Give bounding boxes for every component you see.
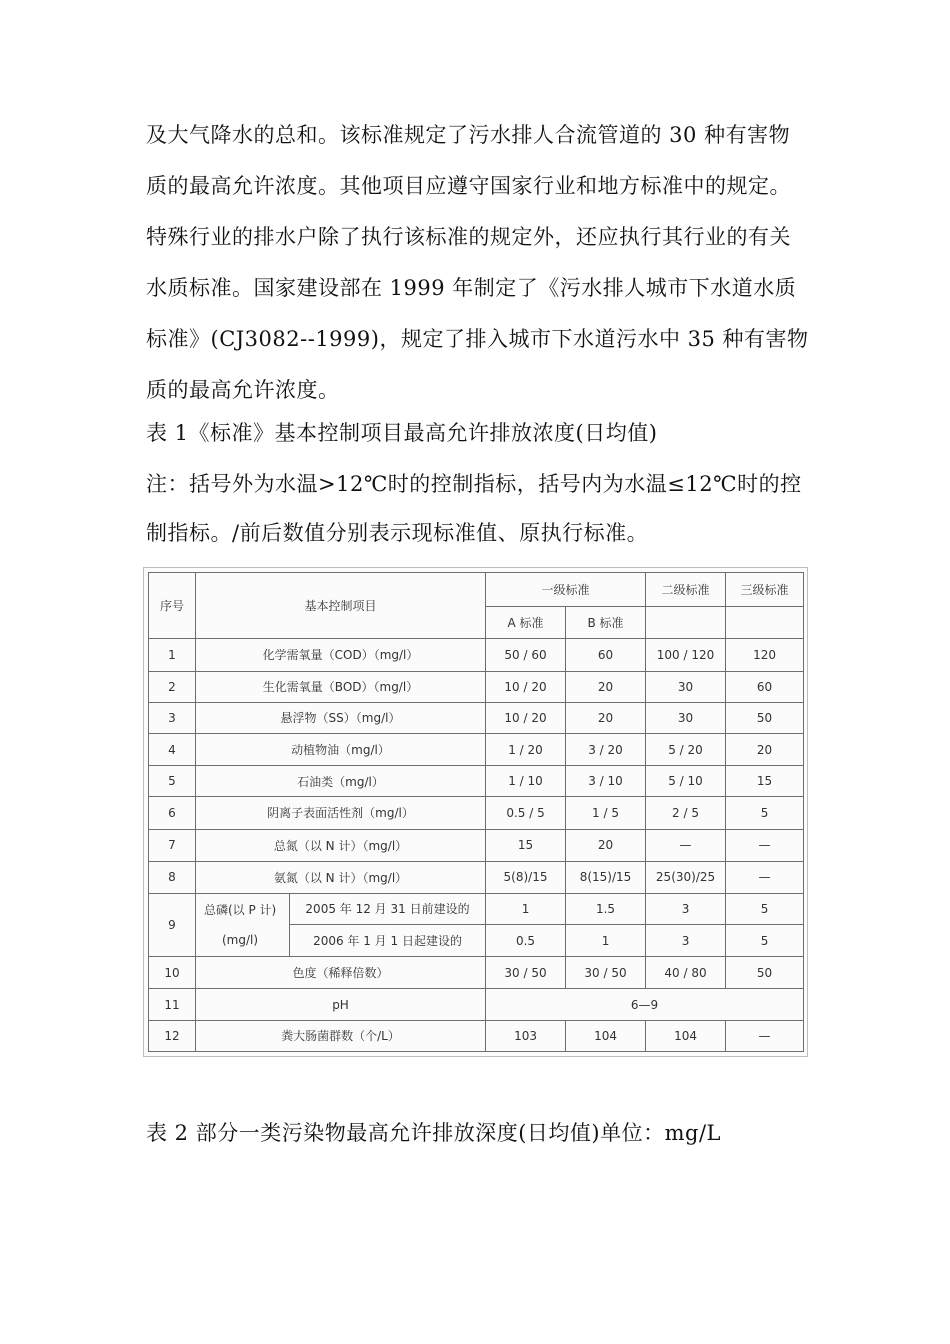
row9-sub1-grade2: 3 — [646, 893, 726, 924]
standards-table-figure — [143, 567, 808, 1057]
table-row — [149, 829, 804, 861]
table-row — [149, 989, 804, 1020]
row-grade2: — — [646, 829, 726, 861]
header-grade1: 一级标准 — [486, 573, 646, 607]
paragraph-line: 标准》(CJ3082--1999)，规定了排入城市下水道污水中 35 种有害物 — [146, 327, 809, 351]
paragraph-line: 及大气降水的总和。该标准规定了污水排人合流管道的 30 种有害物 — [146, 123, 791, 147]
row-grade1-b: 20 — [566, 829, 646, 861]
row-grade3: 50 — [726, 702, 804, 733]
row-seq: 12 — [149, 1020, 196, 1051]
row-grade2: 2 / 5 — [646, 797, 726, 829]
row-grade2: 5 / 20 — [646, 733, 726, 765]
row9-sub1-grade3: 5 — [726, 893, 804, 924]
table-row — [149, 639, 804, 671]
row-grade1-b: 8(15)/15 — [566, 861, 646, 893]
row-grade2: 25(30)/25 — [646, 861, 726, 893]
row-grade1-a: 103 — [486, 1020, 566, 1051]
row9-sub2-grade1-a: 0.5 — [486, 925, 566, 957]
row-grade1-b: 30 / 50 — [566, 957, 646, 989]
row-grade2: 5 / 10 — [646, 766, 726, 797]
row-grade1-a: 10 / 20 — [486, 671, 566, 702]
row9-sub2-grade3: 5 — [726, 925, 804, 957]
row-grade1-b: 3 / 10 — [566, 766, 646, 797]
row-grade3: 15 — [726, 766, 804, 797]
row-grade2: 104 — [646, 1020, 726, 1051]
row-seq: 9 — [149, 893, 196, 956]
header-grade1-b: B 标准 — [566, 607, 646, 639]
header-grade2-blank — [646, 607, 726, 639]
row-grade2: 40 / 80 — [646, 957, 726, 989]
table-row — [149, 957, 804, 989]
row-seq: 4 — [149, 733, 196, 765]
paragraph-line: 质的最高允许浓度。其他项目应遵守国家行业和地方标准中的规定。 — [146, 174, 791, 198]
row-grade3: 50 — [726, 957, 804, 989]
table-row — [149, 733, 804, 765]
row-grade1-b: 3 / 20 — [566, 733, 646, 765]
row-grade1-b: 60 — [566, 639, 646, 671]
row-item: 色度（稀释倍数） — [196, 957, 486, 989]
row-grade3: — — [726, 861, 804, 893]
row-grade1-b: 20 — [566, 702, 646, 733]
row-grade1-b: 1 / 5 — [566, 797, 646, 829]
header-grade1-a: A 标准 — [486, 607, 566, 639]
row-grade2: 30 — [646, 702, 726, 733]
row9-sub2-label: 2006 年 1 月 1 日起建设的 — [290, 925, 486, 957]
row-grade1-a: 5(8)/15 — [486, 861, 566, 893]
row-ph-range: 6—9 — [486, 989, 804, 1020]
row-grade3: 60 — [726, 671, 804, 702]
row-seq: 2 — [149, 671, 196, 702]
row-grade1-a: 10 / 20 — [486, 702, 566, 733]
paragraph-line: 特殊行业的排水户除了执行该标准的规定外，还应执行其行业的有关 — [146, 225, 791, 249]
table-row — [149, 671, 804, 702]
row9-sub1-label: 2005 年 12 月 31 日前建设的 — [290, 893, 486, 924]
row-seq: 10 — [149, 957, 196, 989]
table2-caption: 表 2 部分一类污染物最高允许排放深度(日均值)单位：mg/L — [146, 1121, 721, 1145]
row-item: 化学需氧量（COD）（mg/l） — [196, 639, 486, 671]
row-grade3: 120 — [726, 639, 804, 671]
row-grade3: — — [726, 1020, 804, 1051]
row-grade3: 5 — [726, 797, 804, 829]
table-row — [149, 1020, 804, 1051]
note-line-2: 制指标。/前后数值分别表示现标准值、原执行标准。 — [146, 521, 649, 545]
row9-sub1-grade1-a: 1 — [486, 893, 566, 924]
table-row — [149, 925, 804, 957]
paragraph-line: 水质标准。国家建设部在 1999 年制定了《污水排人城市下水道水质 — [146, 276, 797, 300]
row-item: 悬浮物（SS）（mg/l） — [196, 702, 486, 733]
table-header-row — [149, 573, 804, 607]
table-row — [149, 861, 804, 893]
row-grade1-a: 50 / 60 — [486, 639, 566, 671]
header-grade2: 二级标准 — [646, 573, 726, 607]
row-seq: 5 — [149, 766, 196, 797]
row-item: 氨氮（以 N 计）（mg/l） — [196, 861, 486, 893]
row-seq: 3 — [149, 702, 196, 733]
row-grade2: 100 / 120 — [646, 639, 726, 671]
row-grade3: — — [726, 829, 804, 861]
row-grade1-a: 0.5 / 5 — [486, 797, 566, 829]
row-item: 生化需氧量（BOD）（mg/l） — [196, 671, 486, 702]
row-item: 石油类（mg/l） — [196, 766, 486, 797]
row-item: pH — [196, 989, 486, 1020]
table-row — [149, 797, 804, 829]
row9-sub2-grade1-b: 1 — [566, 925, 646, 957]
row-grade2: 30 — [646, 671, 726, 702]
row-seq: 1 — [149, 639, 196, 671]
body-paragraph — [146, 110, 818, 416]
table-row — [149, 702, 804, 733]
row-seq: 11 — [149, 989, 196, 1020]
row-grade1-a: 30 / 50 — [486, 957, 566, 989]
row-grade1-a: 15 — [486, 829, 566, 861]
row-seq: 7 — [149, 829, 196, 861]
row-grade3: 20 — [726, 733, 804, 765]
row-item: 总氮（以 N 计）（mg/l） — [196, 829, 486, 861]
row-item: 阴离子表面活性剂（mg/l） — [196, 797, 486, 829]
header-item: 基本控制项目 — [196, 573, 486, 639]
table-row — [149, 766, 804, 797]
table1-caption: 表 1《标准》基本控制项目最高允许排放浓度(日均值) — [146, 421, 658, 445]
table-row — [149, 893, 804, 924]
note-line-1: 注：括号外为水温>12℃时的控制指标，括号内为水温≤12℃时的控 — [146, 472, 802, 496]
row-grade1-b: 104 — [566, 1020, 646, 1051]
row-seq: 8 — [149, 861, 196, 893]
row-grade1-a: 1 / 20 — [486, 733, 566, 765]
row-seq: 6 — [149, 797, 196, 829]
header-grade3: 三级标准 — [726, 573, 804, 607]
paragraph-line: 质的最高允许浓度。 — [146, 378, 340, 402]
standards-table — [148, 572, 804, 1052]
row-grade1-b: 20 — [566, 671, 646, 702]
row-item: 粪大肠菌群数（个/L） — [196, 1020, 486, 1051]
row9-item-line2: (mg/l) — [196, 925, 290, 957]
row9-item-line1: 总磷(以 P 计) — [196, 893, 290, 924]
header-grade3-blank — [726, 607, 804, 639]
row9-sub1-grade1-b: 1.5 — [566, 893, 646, 924]
row9-sub2-grade2: 3 — [646, 925, 726, 957]
row-item: 动植物油（mg/l） — [196, 733, 486, 765]
header-seq: 序号 — [149, 573, 196, 639]
row-grade1-a: 1 / 10 — [486, 766, 566, 797]
